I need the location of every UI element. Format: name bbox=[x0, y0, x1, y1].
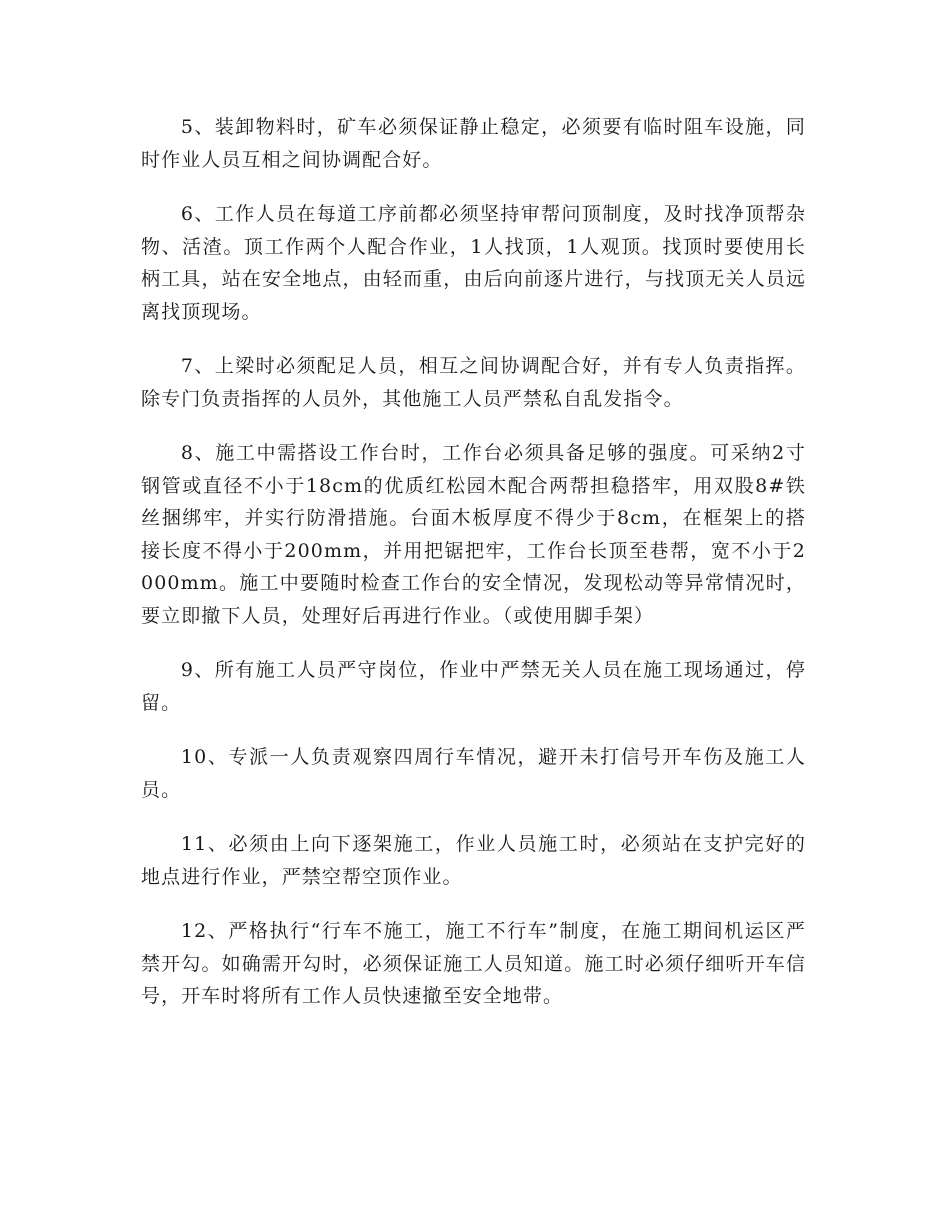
paragraph-item-6: 6、工作人员在每道工序前都必须坚持审帮问顶制度，及时找净顶帮杂物、活渣。顶工作两个人配合作业，1人找顶，1人观顶。找顶时要使用长柄工具，站在安全地点，由轻而重，由后向前逐片进行，与找顶无关人员远离找顶现场。 bbox=[141, 203, 806, 323]
document-body bbox=[141, 111, 806, 1035]
paragraph-item-11: 11、必须由上向下逐架施工，作业人员施工时，必须站在支护完好的地点进行作业，严禁空帮空顶作业。 bbox=[141, 833, 806, 888]
paragraph-item-5: 5、装卸物料时，矿车必须保证静止稳定，必须要有临时阻车设施，同时作业人员互相之间协调配合好。 bbox=[141, 116, 806, 171]
paragraph-item-7: 7、上梁时必须配足人员，相互之间协调配合好，并有专人负责指挥。除专门负责指挥的人员外，其他施工人员严禁私自乱发指令。 bbox=[141, 355, 806, 410]
paragraph-item-10: 10、专派一人负责观察四周行车情况，避开未打信号开车伤及施工人员。 bbox=[141, 746, 806, 801]
paragraph-item-9: 9、所有施工人员严守岗位，作业中严禁无关人员在施工现场通过，停留。 bbox=[141, 659, 806, 714]
paragraph-item-12: 12、严格执行“行车不施工，施工不行车”制度，在施工期间机运区严禁开勾。如确需开勾时，必须保证施工人员知道。施工时必须仔细听开车信号，开车时将所有工作人员快速撤至安全地带。 bbox=[141, 920, 806, 1007]
paragraph-item-8: 8、施工中需搭设工作台时，工作台必须具备足够的强度。可采纳2寸钢管或直径不小于18cm的优质红松园木配合两帮担稳搭牢，用双股8#铁丝捆绑牢，并实行防滑措施。台面木板厚度不得少于8cm，在框架上的搭接长度不得小于200mm，并用把锯把牢，工作台长顶至巷帮，宽不小于2000mm。施工中要随时检查工作台的安全情况，发现松动等异常情况时，要立即撤下人员，处理好后再进行作业。（或使用脚手架） bbox=[141, 442, 806, 627]
